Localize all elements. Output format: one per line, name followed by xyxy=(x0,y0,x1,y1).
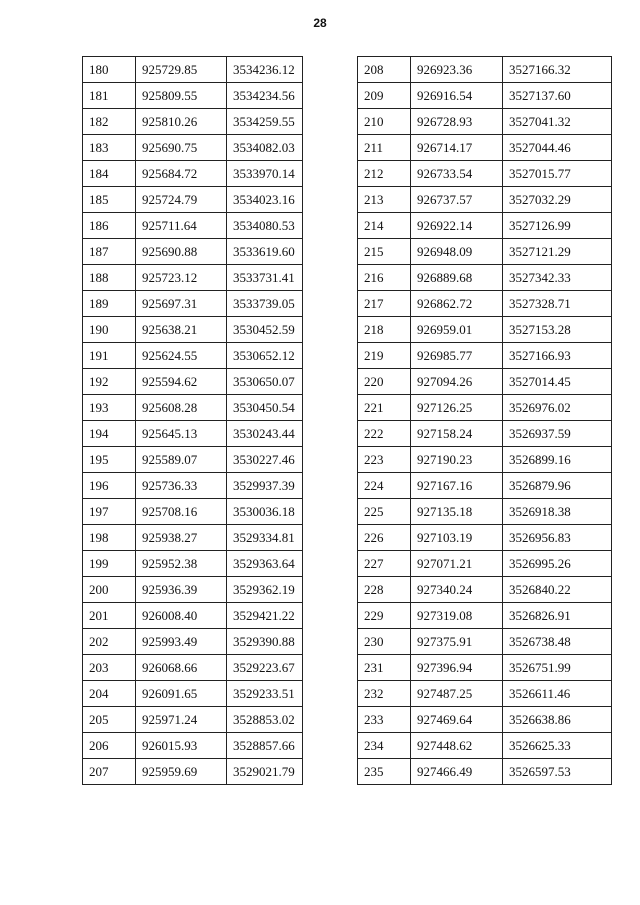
table-row xyxy=(358,629,612,655)
point-number-cell: 181 xyxy=(83,83,136,109)
table-row xyxy=(358,213,612,239)
point-number-cell: 200 xyxy=(83,577,136,603)
point-number-cell: 215 xyxy=(358,239,411,265)
table-row xyxy=(358,681,612,707)
y-coordinate-cell: 3534236.12 xyxy=(227,57,303,83)
y-coordinate-cell: 3534023.16 xyxy=(227,187,303,213)
point-number-cell: 227 xyxy=(358,551,411,577)
x-coordinate-cell: 925594.62 xyxy=(136,369,227,395)
table-row xyxy=(358,265,612,291)
x-coordinate-cell: 926733.54 xyxy=(411,161,503,187)
point-number-cell: 194 xyxy=(83,421,136,447)
y-coordinate-cell: 3530036.18 xyxy=(227,499,303,525)
table-row xyxy=(358,239,612,265)
y-coordinate-cell: 3527126.99 xyxy=(503,213,612,239)
y-coordinate-cell: 3527044.46 xyxy=(503,135,612,161)
table-row xyxy=(358,343,612,369)
y-coordinate-cell: 3534259.55 xyxy=(227,109,303,135)
x-coordinate-cell: 925608.28 xyxy=(136,395,227,421)
point-number-cell: 221 xyxy=(358,395,411,421)
x-coordinate-cell: 927126.25 xyxy=(411,395,503,421)
point-number-cell: 232 xyxy=(358,681,411,707)
table-row xyxy=(83,369,303,395)
table-row xyxy=(358,369,612,395)
table-row xyxy=(83,577,303,603)
point-number-cell: 216 xyxy=(358,265,411,291)
y-coordinate-cell: 3529937.39 xyxy=(227,473,303,499)
table-row xyxy=(83,161,303,187)
y-coordinate-cell: 3530650.07 xyxy=(227,369,303,395)
x-coordinate-cell: 925708.16 xyxy=(136,499,227,525)
y-coordinate-cell: 3529363.64 xyxy=(227,551,303,577)
point-number-cell: 206 xyxy=(83,733,136,759)
x-coordinate-cell: 927071.21 xyxy=(411,551,503,577)
point-number-cell: 189 xyxy=(83,291,136,317)
y-coordinate-cell: 3529390.88 xyxy=(227,629,303,655)
table-row xyxy=(83,135,303,161)
table-row xyxy=(83,421,303,447)
y-coordinate-cell: 3533970.14 xyxy=(227,161,303,187)
point-number-cell: 203 xyxy=(83,655,136,681)
y-coordinate-cell: 3529421.22 xyxy=(227,603,303,629)
x-coordinate-cell: 927190.23 xyxy=(411,447,503,473)
x-coordinate-cell: 926985.77 xyxy=(411,343,503,369)
coordinates-table-left xyxy=(82,56,303,785)
x-coordinate-cell: 925684.72 xyxy=(136,161,227,187)
y-coordinate-cell: 3530652.12 xyxy=(227,343,303,369)
table-row xyxy=(358,733,612,759)
point-number-cell: 229 xyxy=(358,603,411,629)
x-coordinate-cell: 927319.08 xyxy=(411,603,503,629)
x-coordinate-cell: 925959.69 xyxy=(136,759,227,785)
point-number-cell: 226 xyxy=(358,525,411,551)
x-coordinate-cell: 926889.68 xyxy=(411,265,503,291)
x-coordinate-cell: 925993.49 xyxy=(136,629,227,655)
table-row xyxy=(83,57,303,83)
x-coordinate-cell: 925724.79 xyxy=(136,187,227,213)
x-coordinate-cell: 925624.55 xyxy=(136,343,227,369)
x-coordinate-cell: 927340.24 xyxy=(411,577,503,603)
point-number-cell: 223 xyxy=(358,447,411,473)
x-coordinate-cell: 926916.54 xyxy=(411,83,503,109)
x-coordinate-cell: 926015.93 xyxy=(136,733,227,759)
point-number-cell: 217 xyxy=(358,291,411,317)
table-row xyxy=(83,239,303,265)
table-row xyxy=(83,213,303,239)
y-coordinate-cell: 3526956.83 xyxy=(503,525,612,551)
table-row xyxy=(358,525,612,551)
y-coordinate-cell: 3527166.32 xyxy=(503,57,612,83)
table-row xyxy=(83,473,303,499)
table-row xyxy=(83,83,303,109)
y-coordinate-cell: 3526937.59 xyxy=(503,421,612,447)
x-coordinate-cell: 927103.19 xyxy=(411,525,503,551)
y-coordinate-cell: 3526751.99 xyxy=(503,655,612,681)
y-coordinate-cell: 3529334.81 xyxy=(227,525,303,551)
point-number-cell: 224 xyxy=(358,473,411,499)
y-coordinate-cell: 3526826.91 xyxy=(503,603,612,629)
y-coordinate-cell: 3526995.26 xyxy=(503,551,612,577)
x-coordinate-cell: 927448.62 xyxy=(411,733,503,759)
y-coordinate-cell: 3530243.44 xyxy=(227,421,303,447)
table-row xyxy=(83,343,303,369)
point-number-cell: 233 xyxy=(358,707,411,733)
point-number-cell: 230 xyxy=(358,629,411,655)
x-coordinate-cell: 926728.93 xyxy=(411,109,503,135)
x-coordinate-cell: 927396.94 xyxy=(411,655,503,681)
x-coordinate-cell: 926008.40 xyxy=(136,603,227,629)
y-coordinate-cell: 3527137.60 xyxy=(503,83,612,109)
y-coordinate-cell: 3528853.02 xyxy=(227,707,303,733)
point-number-cell: 183 xyxy=(83,135,136,161)
y-coordinate-cell: 3526879.96 xyxy=(503,473,612,499)
table-row xyxy=(358,161,612,187)
table-row xyxy=(83,499,303,525)
table-row xyxy=(358,759,612,785)
table-row xyxy=(83,551,303,577)
point-number-cell: 193 xyxy=(83,395,136,421)
point-number-cell: 192 xyxy=(83,369,136,395)
table-row xyxy=(358,499,612,525)
table-row xyxy=(83,317,303,343)
x-coordinate-cell: 925936.39 xyxy=(136,577,227,603)
x-coordinate-cell: 925589.07 xyxy=(136,447,227,473)
point-number-cell: 204 xyxy=(83,681,136,707)
point-number-cell: 187 xyxy=(83,239,136,265)
table-row xyxy=(358,187,612,213)
point-number-cell: 228 xyxy=(358,577,411,603)
x-coordinate-cell: 927167.16 xyxy=(411,473,503,499)
x-coordinate-cell: 925638.21 xyxy=(136,317,227,343)
point-number-cell: 209 xyxy=(358,83,411,109)
y-coordinate-cell: 3526976.02 xyxy=(503,395,612,421)
x-coordinate-cell: 926923.36 xyxy=(411,57,503,83)
x-coordinate-cell: 927158.24 xyxy=(411,421,503,447)
table-row xyxy=(358,57,612,83)
table-row xyxy=(83,525,303,551)
point-number-cell: 191 xyxy=(83,343,136,369)
y-coordinate-cell: 3529223.67 xyxy=(227,655,303,681)
table-row xyxy=(358,603,612,629)
point-number-cell: 220 xyxy=(358,369,411,395)
y-coordinate-cell: 3526638.86 xyxy=(503,707,612,733)
point-number-cell: 195 xyxy=(83,447,136,473)
x-coordinate-cell: 927466.49 xyxy=(411,759,503,785)
y-coordinate-cell: 3527166.93 xyxy=(503,343,612,369)
x-coordinate-cell: 926091.65 xyxy=(136,681,227,707)
table-row xyxy=(83,291,303,317)
point-number-cell: 218 xyxy=(358,317,411,343)
y-coordinate-cell: 3526611.46 xyxy=(503,681,612,707)
y-coordinate-cell: 3527032.29 xyxy=(503,187,612,213)
x-coordinate-cell: 925711.64 xyxy=(136,213,227,239)
table-row xyxy=(358,83,612,109)
point-number-cell: 213 xyxy=(358,187,411,213)
table-row xyxy=(358,655,612,681)
x-coordinate-cell: 925938.27 xyxy=(136,525,227,551)
point-number-cell: 211 xyxy=(358,135,411,161)
table-row xyxy=(83,603,303,629)
y-coordinate-cell: 3527014.45 xyxy=(503,369,612,395)
x-coordinate-cell: 925809.55 xyxy=(136,83,227,109)
point-number-cell: 225 xyxy=(358,499,411,525)
y-coordinate-cell: 3529021.79 xyxy=(227,759,303,785)
y-coordinate-cell: 3527015.77 xyxy=(503,161,612,187)
point-number-cell: 214 xyxy=(358,213,411,239)
x-coordinate-cell: 925723.12 xyxy=(136,265,227,291)
point-number-cell: 190 xyxy=(83,317,136,343)
point-number-cell: 186 xyxy=(83,213,136,239)
point-number-cell: 196 xyxy=(83,473,136,499)
y-coordinate-cell: 3529233.51 xyxy=(227,681,303,707)
y-coordinate-cell: 3526899.16 xyxy=(503,447,612,473)
table-row xyxy=(358,551,612,577)
table-row xyxy=(83,707,303,733)
table-row xyxy=(83,109,303,135)
y-coordinate-cell: 3534082.03 xyxy=(227,135,303,161)
point-number-cell: 212 xyxy=(358,161,411,187)
x-coordinate-cell: 925736.33 xyxy=(136,473,227,499)
table-row xyxy=(83,265,303,291)
x-coordinate-cell: 927375.91 xyxy=(411,629,503,655)
table-row xyxy=(358,473,612,499)
y-coordinate-cell: 3534234.56 xyxy=(227,83,303,109)
point-number-cell: 184 xyxy=(83,161,136,187)
point-number-cell: 219 xyxy=(358,343,411,369)
point-number-cell: 185 xyxy=(83,187,136,213)
x-coordinate-cell: 927487.25 xyxy=(411,681,503,707)
point-number-cell: 210 xyxy=(358,109,411,135)
y-coordinate-cell: 3534080.53 xyxy=(227,213,303,239)
table-row xyxy=(358,395,612,421)
point-number-cell: 180 xyxy=(83,57,136,83)
point-number-cell: 201 xyxy=(83,603,136,629)
table-row xyxy=(358,317,612,343)
y-coordinate-cell: 3530450.54 xyxy=(227,395,303,421)
y-coordinate-cell: 3527153.28 xyxy=(503,317,612,343)
x-coordinate-cell: 925690.75 xyxy=(136,135,227,161)
y-coordinate-cell: 3529362.19 xyxy=(227,577,303,603)
table-row xyxy=(358,577,612,603)
point-number-cell: 231 xyxy=(358,655,411,681)
table-row xyxy=(358,447,612,473)
y-coordinate-cell: 3526840.22 xyxy=(503,577,612,603)
table-row xyxy=(83,187,303,213)
x-coordinate-cell: 926737.57 xyxy=(411,187,503,213)
point-number-cell: 205 xyxy=(83,707,136,733)
x-coordinate-cell: 925697.31 xyxy=(136,291,227,317)
x-coordinate-cell: 927094.26 xyxy=(411,369,503,395)
x-coordinate-cell: 927135.18 xyxy=(411,499,503,525)
table-row xyxy=(83,395,303,421)
y-coordinate-cell: 3527328.71 xyxy=(503,291,612,317)
table-row xyxy=(83,655,303,681)
table-row xyxy=(83,733,303,759)
x-coordinate-cell: 925952.38 xyxy=(136,551,227,577)
x-coordinate-cell: 926068.66 xyxy=(136,655,227,681)
point-number-cell: 235 xyxy=(358,759,411,785)
y-coordinate-cell: 3526918.38 xyxy=(503,499,612,525)
table-row xyxy=(358,135,612,161)
point-number-cell: 207 xyxy=(83,759,136,785)
table-row xyxy=(358,109,612,135)
y-coordinate-cell: 3526597.53 xyxy=(503,759,612,785)
table-row xyxy=(358,707,612,733)
y-coordinate-cell: 3530452.59 xyxy=(227,317,303,343)
x-coordinate-cell: 925729.85 xyxy=(136,57,227,83)
coordinates-table-right xyxy=(357,56,612,785)
x-coordinate-cell: 925645.13 xyxy=(136,421,227,447)
x-coordinate-cell: 926959.01 xyxy=(411,317,503,343)
y-coordinate-cell: 3526625.33 xyxy=(503,733,612,759)
point-number-cell: 197 xyxy=(83,499,136,525)
point-number-cell: 182 xyxy=(83,109,136,135)
x-coordinate-cell: 927469.64 xyxy=(411,707,503,733)
x-coordinate-cell: 925971.24 xyxy=(136,707,227,733)
y-coordinate-cell: 3527121.29 xyxy=(503,239,612,265)
x-coordinate-cell: 926714.17 xyxy=(411,135,503,161)
x-coordinate-cell: 926922.14 xyxy=(411,213,503,239)
table-row xyxy=(358,421,612,447)
y-coordinate-cell: 3530227.46 xyxy=(227,447,303,473)
y-coordinate-cell: 3533731.41 xyxy=(227,265,303,291)
y-coordinate-cell: 3533619.60 xyxy=(227,239,303,265)
table-row xyxy=(83,447,303,473)
point-number-cell: 222 xyxy=(358,421,411,447)
table-row xyxy=(358,291,612,317)
point-number-cell: 198 xyxy=(83,525,136,551)
table-row xyxy=(83,629,303,655)
x-coordinate-cell: 925810.26 xyxy=(136,109,227,135)
point-number-cell: 234 xyxy=(358,733,411,759)
y-coordinate-cell: 3533739.05 xyxy=(227,291,303,317)
x-coordinate-cell: 925690.88 xyxy=(136,239,227,265)
y-coordinate-cell: 3527041.32 xyxy=(503,109,612,135)
y-coordinate-cell: 3526738.48 xyxy=(503,629,612,655)
x-coordinate-cell: 926948.09 xyxy=(411,239,503,265)
y-coordinate-cell: 3527342.33 xyxy=(503,265,612,291)
y-coordinate-cell: 3528857.66 xyxy=(227,733,303,759)
table-row xyxy=(83,759,303,785)
page-number: 28 xyxy=(313,16,327,30)
table-row xyxy=(83,681,303,707)
point-number-cell: 199 xyxy=(83,551,136,577)
x-coordinate-cell: 926862.72 xyxy=(411,291,503,317)
point-number-cell: 188 xyxy=(83,265,136,291)
point-number-cell: 208 xyxy=(358,57,411,83)
point-number-cell: 202 xyxy=(83,629,136,655)
